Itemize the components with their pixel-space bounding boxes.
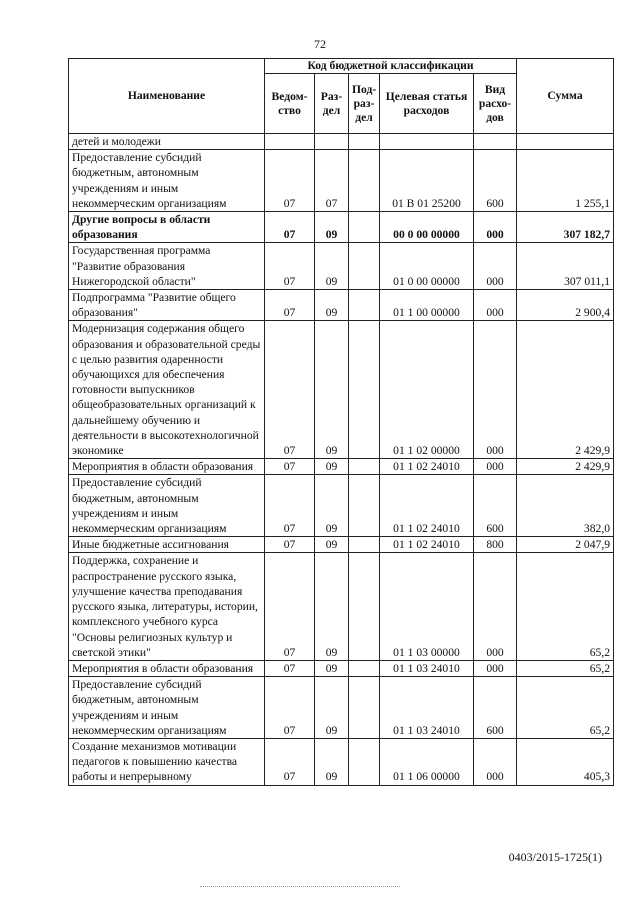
row-name: Модернизация содержания общего образования и образовательной среды с целью развития одаренности обучающихся для обеспечения готовности выпускников общеобразовательных организаций к дальнейшему обучению и деятельности в высокотехнологичной экономике — [69, 321, 265, 459]
budget-table — [68, 58, 614, 786]
row-expense-type: 800 — [474, 537, 517, 553]
row-target: 01 1 02 24010 — [380, 459, 474, 475]
row-section: 09 — [315, 459, 349, 475]
row-amount: 382,0 — [517, 475, 614, 537]
row-section — [315, 134, 349, 150]
row-section: 09 — [315, 677, 349, 739]
row-section: 09 — [315, 553, 349, 660]
row-department: 07 — [265, 243, 315, 290]
row-section: 09 — [315, 321, 349, 459]
row-target: 01 1 03 00000 — [380, 553, 474, 660]
row-section: 09 — [315, 243, 349, 290]
row-name: Создание механизмов мотивации педагогов к повышению качества работы и непрерывному — [69, 738, 265, 785]
table-row — [69, 212, 614, 243]
row-target: 01 1 02 24010 — [380, 537, 474, 553]
row-target: 01 0 00 00000 — [380, 243, 474, 290]
row-section: 09 — [315, 537, 349, 553]
row-subsection — [349, 475, 380, 537]
row-name: Предоставление субсидий бюджетным, автономным учреждениям и иным некоммерческим организациям — [69, 150, 265, 212]
row-section: 09 — [315, 212, 349, 243]
row-amount: 405,3 — [517, 738, 614, 785]
row-amount: 2 429,9 — [517, 459, 614, 475]
row-amount: 1 255,1 — [517, 150, 614, 212]
row-subsection — [349, 459, 380, 475]
row-name: Поддержка, сохранение и распространение русского языка, улучшение качества преподавания русского языка, литературы, истории, комплексного учебного курса "Основы религиозных культур и светской этики" — [69, 553, 265, 660]
row-subsection — [349, 243, 380, 290]
header-subsection: Под-раз-дел — [349, 74, 380, 134]
row-subsection — [349, 290, 380, 321]
row-expense-type: 000 — [474, 553, 517, 660]
row-department — [265, 134, 315, 150]
table-row — [69, 660, 614, 676]
row-expense-type: 000 — [474, 243, 517, 290]
row-expense-type: 600 — [474, 150, 517, 212]
row-expense-type: 000 — [474, 290, 517, 321]
row-target: 01 1 03 24010 — [380, 660, 474, 676]
row-department: 07 — [265, 537, 315, 553]
row-department: 07 — [265, 459, 315, 475]
row-subsection — [349, 212, 380, 243]
row-target: 01 В 01 25200 — [380, 150, 474, 212]
row-department: 07 — [265, 321, 315, 459]
row-amount: 65,2 — [517, 677, 614, 739]
row-department: 07 — [265, 150, 315, 212]
table-row — [69, 243, 614, 290]
row-name: Мероприятия в области образования — [69, 660, 265, 676]
row-subsection — [349, 537, 380, 553]
row-amount: 2 429,9 — [517, 321, 614, 459]
row-subsection — [349, 150, 380, 212]
header-expense-type: Вид расхо-дов — [474, 74, 517, 134]
row-target: 01 1 00 00000 — [380, 290, 474, 321]
row-expense-type: 600 — [474, 475, 517, 537]
table-row — [69, 553, 614, 660]
row-subsection — [349, 553, 380, 660]
row-name: Иные бюджетные ассигнования — [69, 537, 265, 553]
row-subsection — [349, 738, 380, 785]
row-expense-type — [474, 134, 517, 150]
row-expense-type: 000 — [474, 212, 517, 243]
row-department: 07 — [265, 660, 315, 676]
row-department: 07 — [265, 290, 315, 321]
header-section: Раз-дел — [315, 74, 349, 134]
header-target: Целевая статья расходов — [380, 74, 474, 134]
table-row — [69, 475, 614, 537]
row-target — [380, 134, 474, 150]
table-row — [69, 677, 614, 739]
row-section: 09 — [315, 290, 349, 321]
table-row — [69, 134, 614, 150]
row-section: 07 — [315, 150, 349, 212]
row-department: 07 — [265, 553, 315, 660]
row-target: 01 1 02 00000 — [380, 321, 474, 459]
page-number: 72 — [314, 37, 326, 51]
footer-line — [200, 885, 400, 887]
row-name: Государственная программа "Развитие образования Нижегородской области" — [69, 243, 265, 290]
row-target: 01 1 06 00000 — [380, 738, 474, 785]
table-row — [69, 738, 614, 785]
row-expense-type: 000 — [474, 459, 517, 475]
header-amount: Сумма — [517, 59, 614, 134]
row-expense-type: 000 — [474, 660, 517, 676]
row-amount: 2 900,4 — [517, 290, 614, 321]
row-subsection — [349, 134, 380, 150]
row-amount: 65,2 — [517, 553, 614, 660]
row-target: 01 1 03 24010 — [380, 677, 474, 739]
table-row — [69, 537, 614, 553]
row-amount: 2 047,9 — [517, 537, 614, 553]
row-expense-type: 000 — [474, 321, 517, 459]
document-code: 0403/2015-1725(1) — [508, 850, 602, 864]
header-name: Наименование — [69, 59, 265, 134]
row-name: Предоставление субсидий бюджетным, автономным учреждениям и иным некоммерческим организациям — [69, 677, 265, 739]
table-row — [69, 150, 614, 212]
row-subsection — [349, 660, 380, 676]
header-department: Ведом-ство — [265, 74, 315, 134]
row-name: детей и молодежи — [69, 134, 265, 150]
row-amount: 307 011,1 — [517, 243, 614, 290]
table-row — [69, 459, 614, 475]
row-department: 07 — [265, 677, 315, 739]
row-expense-type: 600 — [474, 677, 517, 739]
row-department: 07 — [265, 738, 315, 785]
row-section: 09 — [315, 738, 349, 785]
table-row — [69, 321, 614, 459]
row-amount: 307 182,7 — [517, 212, 614, 243]
row-subsection — [349, 321, 380, 459]
row-target: 01 1 02 24010 — [380, 475, 474, 537]
row-amount — [517, 134, 614, 150]
row-subsection — [349, 677, 380, 739]
row-name: Мероприятия в области образования — [69, 459, 265, 475]
row-section: 09 — [315, 660, 349, 676]
row-department: 07 — [265, 212, 315, 243]
row-name: Предоставление субсидий бюджетным, автономным учреждениям и иным некоммерческим организациям — [69, 475, 265, 537]
table-row — [69, 290, 614, 321]
row-section: 09 — [315, 475, 349, 537]
header-classification: Код бюджетной классификации — [265, 59, 517, 74]
row-amount: 65,2 — [517, 660, 614, 676]
row-name: Другие вопросы в области образования — [69, 212, 265, 243]
row-expense-type: 000 — [474, 738, 517, 785]
row-target: 00 0 00 00000 — [380, 212, 474, 243]
row-department: 07 — [265, 475, 315, 537]
table-body — [69, 134, 614, 786]
row-name: Подпрограмма "Развитие общего образования" — [69, 290, 265, 321]
